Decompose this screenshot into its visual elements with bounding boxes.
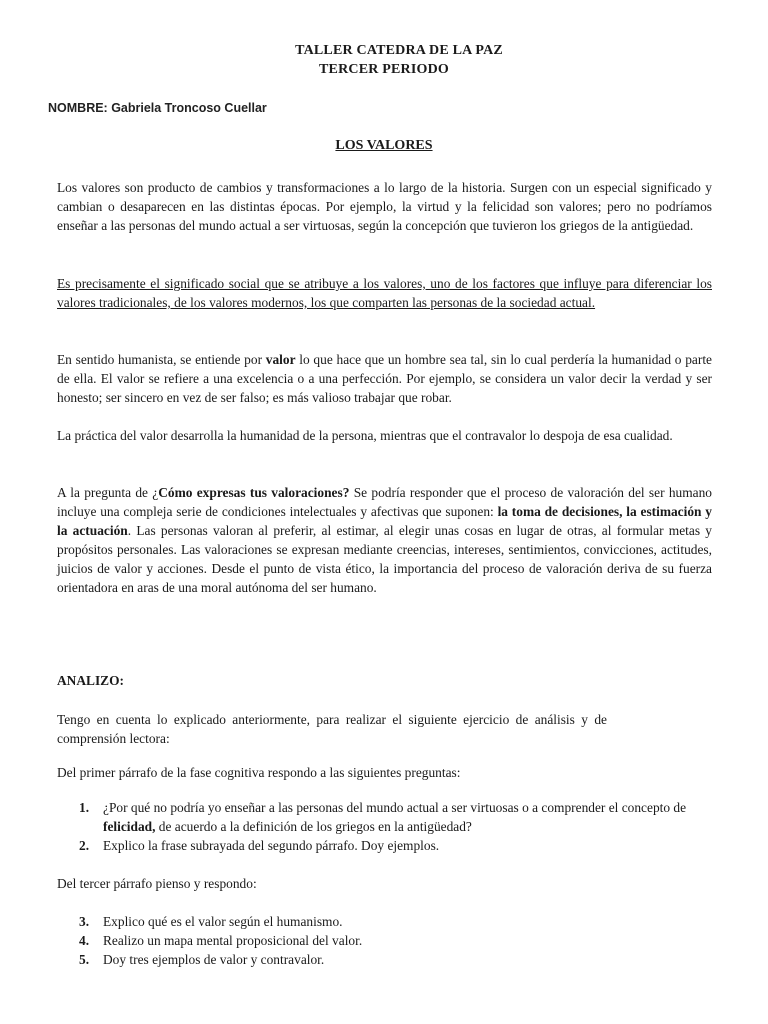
paragraph-5-bold-2: la toma de decisiones, la estimación y la actuación [57,504,712,538]
question-item-5 [57,950,712,969]
document-title: TALLER CATEDRA DE LA PAZ [295,43,503,58]
question-number-4: 4. [79,933,90,948]
question-item-3 [57,912,712,931]
paragraph-3 [57,350,712,407]
paragraph-5-text-c: . Las personas valoran al preferir, al estimar, al elegir unas cosas en lugar de otras, al formular metas y propósitos personales. Las valoraciones se expresan mediante creencias, intereses, sentimientos, convicciones, actitudes, juicios de valor y acciones. Desde el punto de vista ético, la importancia del proceso de valoración deriva de su fuerza orientadora en aras de una moral autónoma del ser humano. [57,523,712,595]
paragraph-2-underlined: Es precisamente el significado social que se atribuye a los valores, uno de los factores que influye para diferenciar los valores tradicionales, de los valores modernos, los que comparten las personas de la sociedad actual. [57,276,712,310]
question-number-2: 2. [79,838,90,853]
paragraph-3-text-a: En sentido humanista, se entiende por [57,352,266,367]
question-item-4 [57,931,712,950]
question-5-text: Doy tres ejemplos de valor y contravalor. [103,952,325,967]
paragraph-5-text-a: A la pregunta de ¿ [57,485,159,500]
question-number-1: 1. [79,800,90,815]
paragraph-3-bold: valor [265,352,296,367]
question-4-text: Realizo un mapa mental proposicional del valor. [103,933,363,948]
question-3-text: Explico qué es el valor según el humanismo. [103,914,343,929]
question-item-1 [57,798,712,836]
question-number-3: 3. [79,914,90,929]
paragraph-3-text-b: lo que hace que un hombre sea tal, sin lo cual perdería la humanidad o parte de ella. El valor se refiere a una excelencia o a una perfección. Por ejemplo, se considera un valor decir la verdad y ser honesto; ser sincero en vez de ser falso; es más valioso trabajar que robar. [57,352,712,405]
document-subtitle: TERCER PERIODO [319,62,449,77]
paragraph-5-bold-1: Cómo expresas tus valoraciones? [158,485,350,500]
question-list-2 [57,912,712,969]
analizo-heading: ANALIZO: [57,673,124,688]
paragraph-1: Los valores son producto de cambios y transformaciones a lo largo de la historia. Surgen con un especial significado y cambian o desaparecen en las distintas épocas. Por ejemplo, la virtud y la felicidad son valores; pero no podríamos enseñar a las personas del mundo actual a ser virtuosas, según la concepción que tuvieron los griegos de la antigüedad. [57,180,712,233]
student-name: NOMBRE: Gabriela Troncoso Cuellar [48,101,267,115]
paragraph-5 [57,483,712,597]
section-title: LOS VALORES [335,138,433,153]
question-2-text: Explico la frase subrayada del segundo párrafo. Doy ejemplos. [103,838,440,853]
paragraph-5-text-b: Se podría responder que el proceso de valoración del ser humano incluye una compleja serie de condiciones intelectuales y afectivas que suponen: [57,485,712,519]
question-1-bold: felicidad, [103,819,156,834]
third-paragraph-prompt: Del tercer párrafo pienso y respondo: [57,876,257,891]
first-paragraph-prompt: Del primer párrafo de la fase cognitiva respondo a las siguientes preguntas: [57,765,461,780]
paragraph-4: La práctica del valor desarrolla la humanidad de la persona, mientras que el contravalor lo despoja de esa cualidad. [57,428,673,443]
question-number-5: 5. [79,952,90,967]
question-list-1 [57,798,712,855]
analizo-intro: Tengo en cuenta lo explicado anteriormente, para realizar el siguiente ejercicio de análisis y de comprensión lectora: [57,712,607,746]
question-1-text-a: ¿Por qué no podría yo enseñar a las personas del mundo actual a ser virtuosas o a comprender el concepto de [103,800,687,815]
question-item-2 [57,836,712,855]
question-1-text-b: de acuerdo a la definición de los griegos en la antigüedad? [155,819,472,834]
